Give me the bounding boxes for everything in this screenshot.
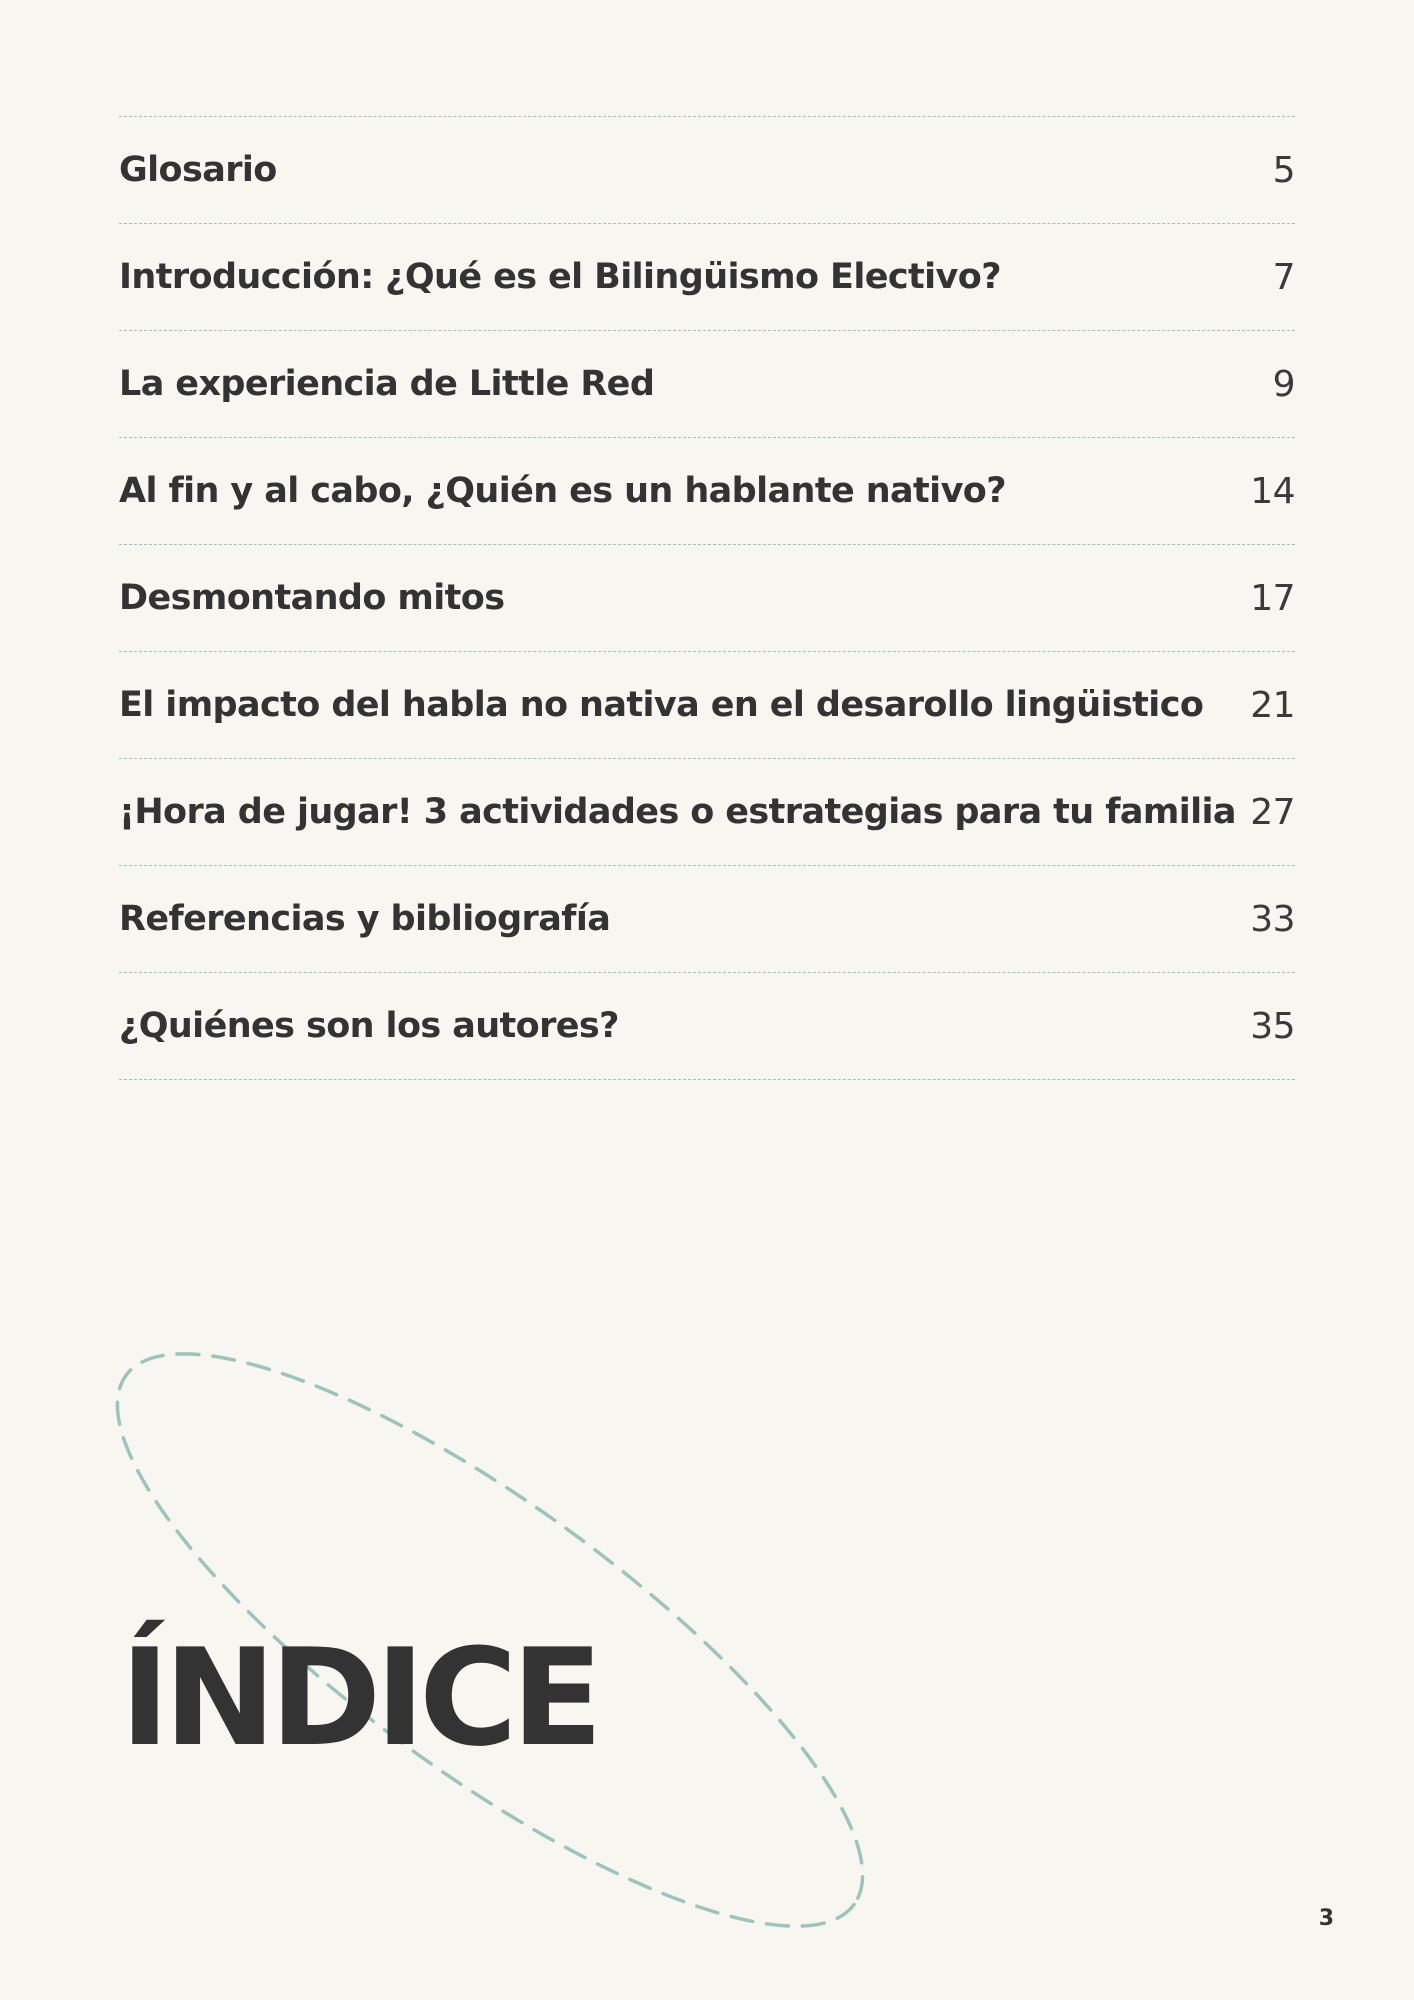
toc-entry-title: Introducción: ¿Qué es el Bilingüismo Electivo? [119, 257, 1001, 297]
toc-entry-page: 5 [1272, 149, 1295, 191]
toc-entry-autores[interactable] [119, 973, 1295, 1080]
toc-entry-title: Al fin y al cabo, ¿Quién es un hablante nativo? [119, 471, 1006, 511]
toc-entry-title: Referencias y bibliografía [119, 899, 611, 939]
toc-entry-title: Glosario [119, 150, 277, 190]
toc-entry-page: 9 [1272, 363, 1295, 405]
toc-entry-glosario[interactable] [119, 117, 1295, 224]
toc-entry-title: ¡Hora de jugar! 3 actividades o estrategias para tu familia [119, 792, 1236, 832]
toc-entry-referencias[interactable] [119, 866, 1295, 973]
page-number: 3 [1318, 1906, 1334, 1931]
table-of-contents [119, 116, 1295, 1080]
toc-entry-impacto[interactable] [119, 652, 1295, 759]
toc-entry-experiencia[interactable] [119, 331, 1295, 438]
toc-entry-hora-de-jugar[interactable] [119, 759, 1295, 866]
page-title: ÍNDICE [120, 1620, 597, 1776]
toc-entry-page: 27 [1250, 791, 1295, 833]
toc-entry-title: La experiencia de Little Red [119, 364, 655, 404]
toc-entry-title: ¿Quiénes son los autores? [119, 1006, 619, 1046]
toc-entry-page: 17 [1250, 577, 1295, 619]
toc-entry-mitos[interactable] [119, 545, 1295, 652]
toc-entry-page: 33 [1250, 898, 1295, 940]
toc-entry-page: 14 [1250, 470, 1295, 512]
toc-entry-title: Desmontando mitos [119, 578, 505, 618]
toc-entry-page: 7 [1272, 256, 1295, 298]
toc-entry-page: 35 [1250, 1005, 1295, 1047]
toc-entry-introduccion[interactable] [119, 224, 1295, 331]
toc-entry-page: 21 [1250, 684, 1295, 726]
toc-entry-title: El impacto del habla no nativa en el desarollo lingüistico [119, 685, 1204, 725]
toc-entry-hablante-nativo[interactable] [119, 438, 1295, 545]
